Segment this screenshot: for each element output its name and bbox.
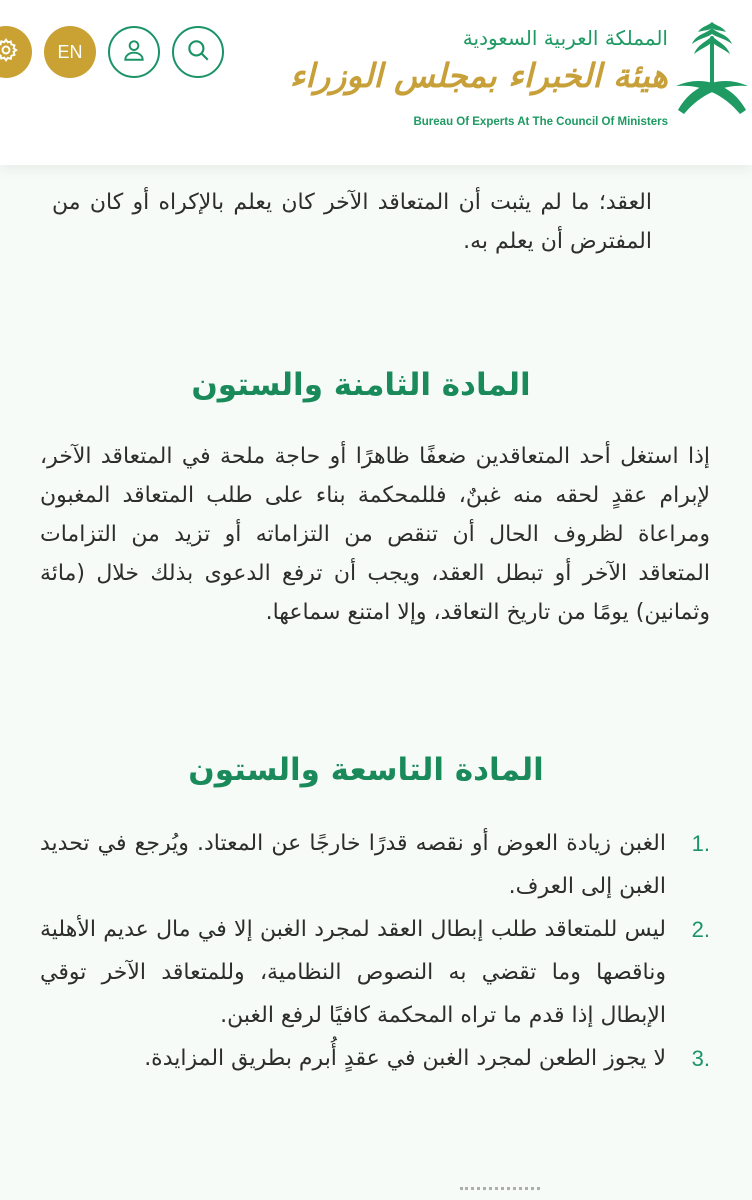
site-logo[interactable] <box>289 14 752 134</box>
logo-english-name: Bureau Of Experts At The Council Of Ministers <box>413 116 668 128</box>
logo-country-text: المملكة العربية السعودية <box>462 26 668 50</box>
clipped-next-line <box>460 1187 540 1200</box>
article-content <box>0 165 752 1200</box>
list-item-number: .3 <box>691 1046 710 1071</box>
article-68-text: إذا استغل أحد المتعاقدين ضعفًا ظاهرًا أو حاجة ملحة في المتعاقد الآخر، لإبرام عقدٍ لحقه منه غبنٌ، فللمحكمة بناء على طلب المتعاقد المغبون ومراعاة لظروف الحال أن تنقص من التزاماته أو تزيد من التزامات المتعاقد الآخر أو تبطل العقد، ويجب أن ترفع الدعوى بذلك خلال (مائة وثمانين) يومًا من تاريخ التعاقد، وإلا امتنع سماعها. <box>40 444 710 625</box>
site-header <box>0 0 752 165</box>
list-item-text: ليس للمتعاقد طلب إبطال العقد لمجرد الغبن إلا في مال عديم الأهلية وناقصها وما تقضي به النصوص النظامية، وللمتعاقد الآخر توقي الإبطال إذا قدم ما تراه المحكمة كافيًا لرفع الغبن. <box>40 917 666 1028</box>
article-68-title: المادة الثامنة والستون <box>191 367 531 403</box>
search-icon <box>185 37 211 67</box>
previous-article-tail: العقد؛ ما لم يثبت أن المتعاقد الآخر كان يعلم بالإكراه أو كان من المفترض أن يعلم به. <box>52 190 652 254</box>
logo-arabic-name: هيئة الخبراء بمجلس الوزراء <box>289 56 668 95</box>
settings-button[interactable] <box>0 26 32 78</box>
account-button[interactable] <box>108 26 160 78</box>
list-item-number: .2 <box>691 917 710 942</box>
list-item <box>40 822 710 908</box>
list-item-text: الغبن زيادة العوض أو نقصه قدرًا خارجًا عن المعتاد. ويُرجع في تحديد الغبن إلى العرف. <box>40 831 666 899</box>
article-69-title: المادة التاسعة والستون <box>188 752 544 788</box>
user-icon <box>121 37 147 67</box>
list-item-text: لا يجوز الطعن لمجرد الغبن في عقدٍ أُبرم بطريق المزايدة. <box>144 1046 666 1071</box>
article-69-list <box>40 822 710 1080</box>
list-item <box>40 1037 710 1080</box>
palm-swords-emblem-icon <box>672 14 752 124</box>
list-item-number: .1 <box>691 831 710 856</box>
language-button[interactable]: EN <box>44 26 96 78</box>
search-button[interactable] <box>172 26 224 78</box>
gear-icon <box>0 37 19 67</box>
list-item <box>40 908 710 1037</box>
